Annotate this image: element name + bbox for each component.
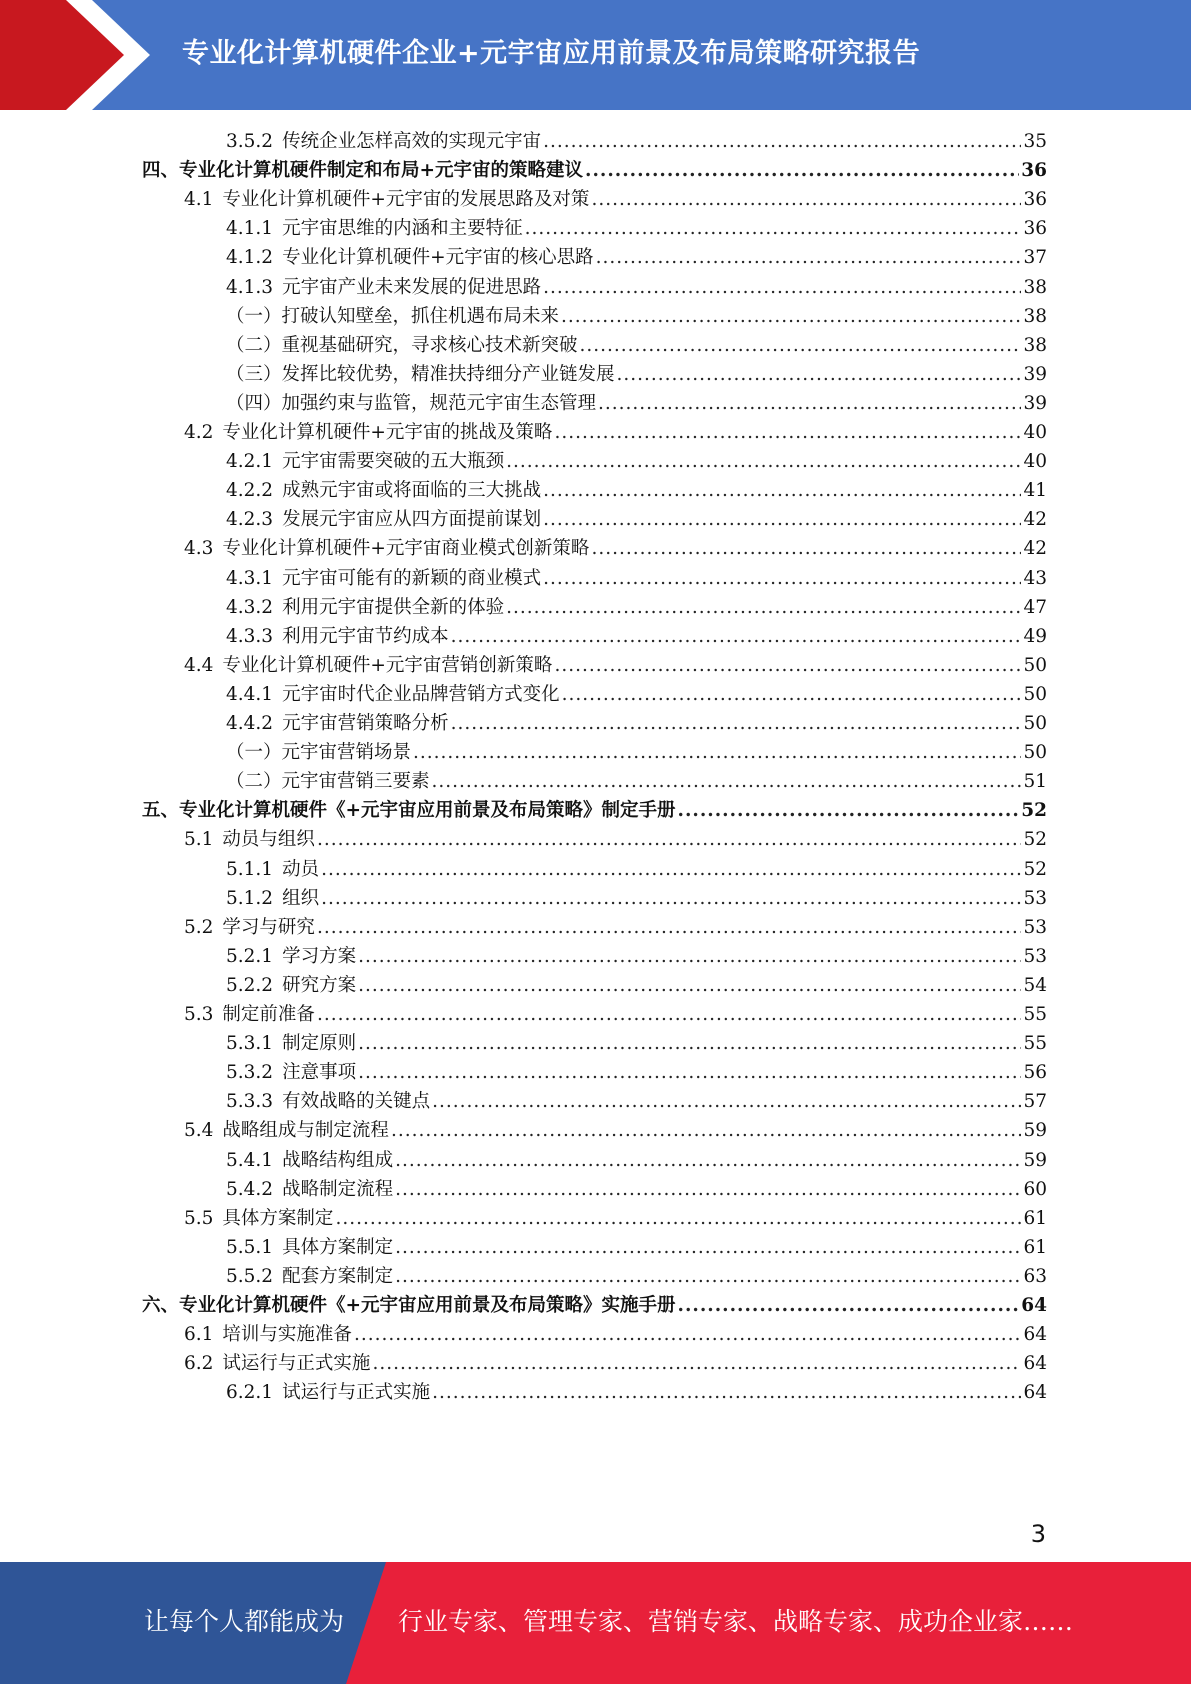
toc-entry-number: 5.1 [184, 829, 214, 851]
toc-entry[interactable] [226, 274, 1047, 302]
toc-entry[interactable] [226, 1088, 1047, 1116]
toc-entry-page: 41 [1023, 480, 1047, 502]
toc-entry-title: 元宇宙时代企业品牌营销方式变化 [282, 683, 560, 705]
toc-entry-title: 元宇宙营销策略分析 [282, 713, 449, 734]
toc-entry-number: 5.3.2 [226, 1062, 274, 1084]
toc-entry[interactable] [226, 215, 1047, 243]
toc-entry-number: 3.5.2 [226, 131, 274, 152]
toc-entry[interactable] [226, 1030, 1047, 1058]
toc-entry-title: 制定前准备 [222, 1004, 315, 1025]
toc-entry-number: 5.5.1 [226, 1236, 274, 1258]
toc-leader-dots [543, 128, 1021, 156]
toc-entry[interactable] [226, 332, 1047, 360]
toc-entry-number: 4.1 [184, 189, 214, 211]
toc-leader-dots [321, 856, 1021, 884]
toc-entry-title: 战略组成与制定流程 [222, 1120, 389, 1142]
toc-entry[interactable] [226, 565, 1047, 593]
toc-entry[interactable] [226, 681, 1047, 709]
toc-entry-page: 38 [1023, 334, 1047, 356]
toc-entry-page: 64 [1021, 1295, 1047, 1316]
toc-entry-page: 50 [1023, 742, 1047, 764]
toc-leader-dots [335, 1205, 1021, 1233]
toc-entry-page: 64 [1023, 1324, 1047, 1346]
footer-slogan-right: 行业专家、管理专家、营销专家、战略专家、成功企业家…… [398, 1607, 1074, 1636]
toc-entry-number: 5.1.1 [226, 858, 274, 880]
toc-leader-dots [543, 274, 1021, 302]
toc-entry[interactable] [226, 303, 1047, 331]
toc-entry-title: 专业化计算机硬件+元宇宙的挑战及策略 [222, 422, 553, 443]
toc-entry-title: 制定原则 [282, 1033, 357, 1055]
toc-entry-page: 47 [1023, 596, 1047, 618]
toc-entry-number: 4.3 [184, 538, 214, 560]
toc-entry-title: 组织 [282, 887, 320, 909]
toc-entry-title: 专业化计算机硬件+元宇宙的核心思路 [282, 247, 594, 269]
toc-entry-number: 4.1.2 [226, 247, 274, 269]
toc-entry[interactable] [184, 826, 1047, 854]
toc-leader-dots [432, 768, 1022, 796]
toc-entry-title: 元宇宙需要突破的五大瓶颈 [282, 451, 505, 473]
toc-entry-title: （二）重视基础研究，寻求核心技术新突破 [226, 334, 578, 356]
toc-leader-dots [678, 1292, 1020, 1320]
toc-leader-dots [451, 623, 1022, 651]
toc-entry-number: 4.4 [184, 654, 214, 676]
toc-leader-dots [432, 1088, 1021, 1116]
toc-entry-title: 试运行与正式实施 [222, 1353, 371, 1375]
toc-entry[interactable] [226, 390, 1047, 418]
toc-entry-page: 50 [1023, 683, 1047, 705]
toc-entry-page: 59 [1023, 1149, 1047, 1171]
toc-entry[interactable] [226, 477, 1047, 505]
toc-entry[interactable] [184, 1350, 1047, 1378]
toc-entry-number: 6.2.1 [226, 1382, 274, 1404]
toc-entry-number: 5.4.1 [226, 1149, 274, 1171]
toc-entry-title: 专业化计算机硬件+元宇宙营销创新策略 [222, 654, 553, 676]
toc-entry-title: 利用元宇宙提供全新的体验 [282, 596, 505, 618]
toc-leader-dots [317, 914, 1022, 942]
toc-entry-title: 利用元宇宙节约成本 [282, 625, 449, 647]
toc-entry-page: 50 [1023, 654, 1047, 676]
toc-entry[interactable] [226, 361, 1047, 389]
toc-entry-page: 43 [1023, 567, 1047, 589]
toc-entry[interactable] [226, 710, 1047, 738]
toc-leader-dots [543, 565, 1021, 593]
toc-entry-number: 5.2.1 [226, 945, 274, 967]
toc-entry-title: 试运行与正式实施 [282, 1382, 431, 1404]
toc-entry-page: 35 [1023, 131, 1047, 152]
toc-entry[interactable] [184, 186, 1047, 214]
toc-entry[interactable] [184, 1117, 1047, 1145]
toc-entry-number: 5.3 [184, 1004, 214, 1025]
toc-entry-number: 4.3.3 [226, 625, 274, 647]
toc-entry-title: 有效战略的关键点 [282, 1091, 431, 1113]
toc-entry-number: 4.2.1 [226, 451, 274, 473]
toc-entry-page: 52 [1023, 829, 1047, 851]
toc-entry[interactable] [226, 1176, 1047, 1204]
report-title: 专业化计算机硬件企业+元宇宙应用前景及布局策略研究报告 [182, 38, 921, 69]
toc-leader-dots [358, 943, 1021, 971]
toc-entry-number: 4.4.2 [226, 713, 274, 734]
toc-entry-title: 具体方案制定 [222, 1207, 334, 1229]
toc-entry-number: 4.2 [184, 422, 214, 443]
toc-entry-number: 5.3.3 [226, 1091, 274, 1113]
toc-leader-dots [543, 506, 1021, 534]
toc-leader-dots [596, 244, 1022, 272]
toc-entry-page: 54 [1023, 974, 1047, 996]
toc-leader-dots [358, 1030, 1021, 1058]
toc-entry-title: 具体方案制定 [282, 1236, 394, 1258]
toc-entry-page: 40 [1023, 451, 1047, 473]
toc-entry-page: 55 [1023, 1033, 1047, 1055]
toc-entry-page: 40 [1023, 422, 1047, 443]
toc-leader-dots [317, 826, 1022, 854]
toc-entry[interactable] [226, 594, 1047, 622]
toc-entry[interactable] [226, 972, 1047, 1000]
toc-leader-dots [391, 1117, 1022, 1145]
toc-leader-dots [358, 1059, 1021, 1087]
toc-entry[interactable] [226, 448, 1047, 476]
toc-entry-title: 学习与研究 [222, 916, 315, 938]
toc-entry[interactable] [226, 943, 1047, 971]
toc-entry[interactable] [226, 885, 1047, 913]
toc-entry-title: 研究方案 [282, 974, 357, 996]
toc-entry[interactable] [184, 1001, 1047, 1029]
toc-entry-page: 63 [1023, 1265, 1047, 1287]
toc-entry[interactable] [184, 914, 1047, 942]
toc-entry-page: 39 [1023, 363, 1047, 385]
toc-entry-title: 专业化计算机硬件+元宇宙的发展思路及对策 [222, 189, 590, 211]
toc-entry[interactable] [226, 128, 1047, 156]
toc-entry-page: 49 [1023, 625, 1047, 647]
toc-entry[interactable] [184, 1205, 1047, 1233]
toc-entry-title: 六、专业化计算机硬件《+元宇宙应用前景及布局策略》实施手册 [142, 1295, 676, 1316]
toc-entry-title: 发展元宇宙应从四方面提前谋划 [282, 509, 542, 531]
toc-entry-title: 五、专业化计算机硬件《+元宇宙应用前景及布局策略》制定手册 [142, 800, 676, 822]
toc-leader-dots [580, 332, 1022, 360]
toc-entry-title: 战略结构组成 [282, 1149, 394, 1171]
toc-entry-number: 5.1.2 [226, 887, 274, 909]
toc-leader-dots [617, 361, 1022, 389]
toc-entry[interactable] [226, 1379, 1047, 1407]
toc-leader-dots [432, 1379, 1021, 1407]
toc-entry-page: 52 [1021, 800, 1047, 822]
toc-entry[interactable] [226, 1059, 1047, 1087]
page-number: 3 [1030, 1520, 1046, 1548]
toc-entry-page: 37 [1023, 247, 1047, 269]
toc-entry-page: 36 [1021, 160, 1047, 182]
toc-entry-number: 4.1.3 [226, 276, 274, 298]
toc-entry-title: （四）加强约束与监管，规范元宇宙生态管理 [226, 392, 597, 414]
toc-entry-title: 元宇宙思维的内涵和主要特征 [282, 218, 523, 240]
toc-entry-number: 5.2.2 [226, 974, 274, 996]
toc-entry-title: 元宇宙可能有的新颖的商业模式 [282, 567, 542, 589]
page-header [0, 0, 1191, 110]
toc-leader-dots [678, 797, 1020, 825]
toc-entry-number: 6.1 [184, 1324, 214, 1346]
toc-entry-title: 四、专业化计算机硬件制定和布局+元宇宙的策略建议 [142, 160, 584, 182]
toc-entry-page: 53 [1023, 887, 1047, 909]
toc-entry-number: 4.3.1 [226, 567, 274, 589]
toc-entry-number: 5.4.2 [226, 1178, 274, 1200]
toc-leader-dots [562, 681, 1022, 709]
toc-entry[interactable] [226, 768, 1047, 796]
toc-entry-number: 5.2 [184, 916, 214, 938]
toc-entry-page: 38 [1023, 276, 1047, 298]
toc-entry-page: 39 [1023, 392, 1047, 414]
toc-leader-dots [506, 448, 1021, 476]
toc-entry-title: 传统企业怎样高效的实现元宇宙 [282, 131, 542, 152]
toc-entry-title: 动员与组织 [222, 829, 315, 851]
toc-leader-dots [395, 1263, 1021, 1291]
toc-entry-number: 5.5 [184, 1207, 214, 1229]
toc-entry-title: 学习方案 [282, 945, 357, 967]
toc-entry-title: （一）元宇宙营销场景 [226, 742, 412, 764]
toc-entry[interactable] [226, 739, 1047, 767]
footer-slogan-left: 让每个人都能成为 [144, 1607, 345, 1636]
toc-entry-title: 动员 [282, 858, 320, 880]
toc-entry-title: （三）发挥比较优势，精准扶持细分产业链发展 [226, 363, 615, 385]
toc-entry-number: 6.2 [184, 1353, 214, 1375]
toc-entry-number: 4.2.2 [226, 480, 274, 502]
toc-entry-number: 5.5.2 [226, 1265, 274, 1287]
toc-leader-dots [372, 1350, 1021, 1378]
toc-entry-page: 61 [1023, 1236, 1047, 1258]
toc-entry[interactable] [184, 419, 1047, 447]
toc-entry[interactable] [226, 1263, 1047, 1291]
toc-entry[interactable] [142, 157, 1047, 185]
toc-leader-dots [317, 1001, 1022, 1029]
toc-entry-page: 36 [1023, 189, 1047, 211]
toc-leader-dots [585, 157, 1019, 185]
toc-entry-page: 36 [1023, 218, 1047, 240]
toc-leader-dots [413, 739, 1021, 767]
toc-entry[interactable] [226, 244, 1047, 272]
toc-leader-dots [358, 972, 1021, 1000]
toc-entry-title: （二）元宇宙营销三要素 [226, 771, 430, 793]
toc-leader-dots [525, 215, 1022, 243]
toc-entry[interactable] [226, 506, 1047, 534]
toc-entry-title: 配套方案制定 [282, 1265, 394, 1287]
toc-entry[interactable] [142, 1292, 1047, 1320]
toc-entry[interactable] [226, 1147, 1047, 1175]
toc-entry-page: 59 [1023, 1120, 1047, 1142]
toc-entry-title: 元宇宙产业未来发展的促进思路 [282, 276, 542, 298]
toc-entry-page: 52 [1023, 858, 1047, 880]
toc-entry-title: 成熟元宇宙或将面临的三大挑战 [282, 480, 542, 502]
toc-entry-page: 64 [1023, 1353, 1047, 1375]
toc-entry[interactable] [184, 652, 1047, 680]
toc-leader-dots [554, 652, 1021, 680]
toc-entry-page: 42 [1023, 538, 1047, 560]
toc-entry-number: 4.1.1 [226, 218, 274, 240]
toc-entry[interactable] [184, 1321, 1047, 1349]
toc-entry[interactable] [226, 1234, 1047, 1262]
toc-entry-page: 56 [1023, 1062, 1047, 1084]
toc-entry-page: 60 [1023, 1178, 1047, 1200]
toc-leader-dots [543, 477, 1021, 505]
toc-entry-page: 53 [1023, 945, 1047, 967]
toc-entry[interactable] [226, 856, 1047, 884]
toc-entry-title: （一）打破认知壁垒，抓住机遇布局未来 [226, 305, 560, 327]
toc-entry-page: 51 [1023, 771, 1047, 793]
toc-entry-page: 61 [1023, 1207, 1047, 1229]
toc-leader-dots [598, 390, 1021, 418]
toc-entry[interactable] [142, 797, 1047, 825]
toc-entry-title: 战略制定流程 [282, 1178, 394, 1200]
toc-leader-dots [321, 885, 1021, 913]
toc-entry-title: 培训与实施准备 [222, 1324, 352, 1346]
toc-entry-page: 55 [1023, 1004, 1047, 1025]
toc-leader-dots [554, 419, 1021, 447]
toc-entry[interactable] [184, 535, 1047, 563]
toc-entry-page: 53 [1023, 916, 1047, 938]
toc-leader-dots [561, 303, 1021, 331]
toc-entry-number: 5.3.1 [226, 1033, 274, 1055]
toc-entry-title: 专业化计算机硬件+元宇宙商业模式创新策略 [222, 538, 590, 560]
toc-leader-dots [591, 186, 1021, 214]
toc-entry-number: 5.4 [184, 1120, 214, 1142]
toc-leader-dots [354, 1321, 1022, 1349]
toc-leader-dots [506, 594, 1021, 622]
page-footer [0, 1562, 1191, 1684]
toc-entry-page: 42 [1023, 509, 1047, 531]
toc-leader-dots [395, 1176, 1021, 1204]
toc-leader-dots [451, 710, 1022, 738]
toc-leader-dots [395, 1147, 1021, 1175]
toc-entry-page: 38 [1023, 305, 1047, 327]
toc-entry[interactable] [226, 623, 1047, 651]
toc-entry-page: 50 [1023, 713, 1047, 734]
toc-entry-page: 64 [1023, 1382, 1047, 1404]
toc-entry-page: 57 [1023, 1091, 1047, 1113]
toc-entry-title: 注意事项 [282, 1062, 357, 1084]
toc-entry-number: 4.3.2 [226, 596, 274, 618]
toc-entry-number: 4.4.1 [226, 683, 274, 705]
toc-leader-dots [591, 535, 1021, 563]
toc-entry-number: 4.2.3 [226, 509, 274, 531]
toc-leader-dots [395, 1234, 1021, 1262]
